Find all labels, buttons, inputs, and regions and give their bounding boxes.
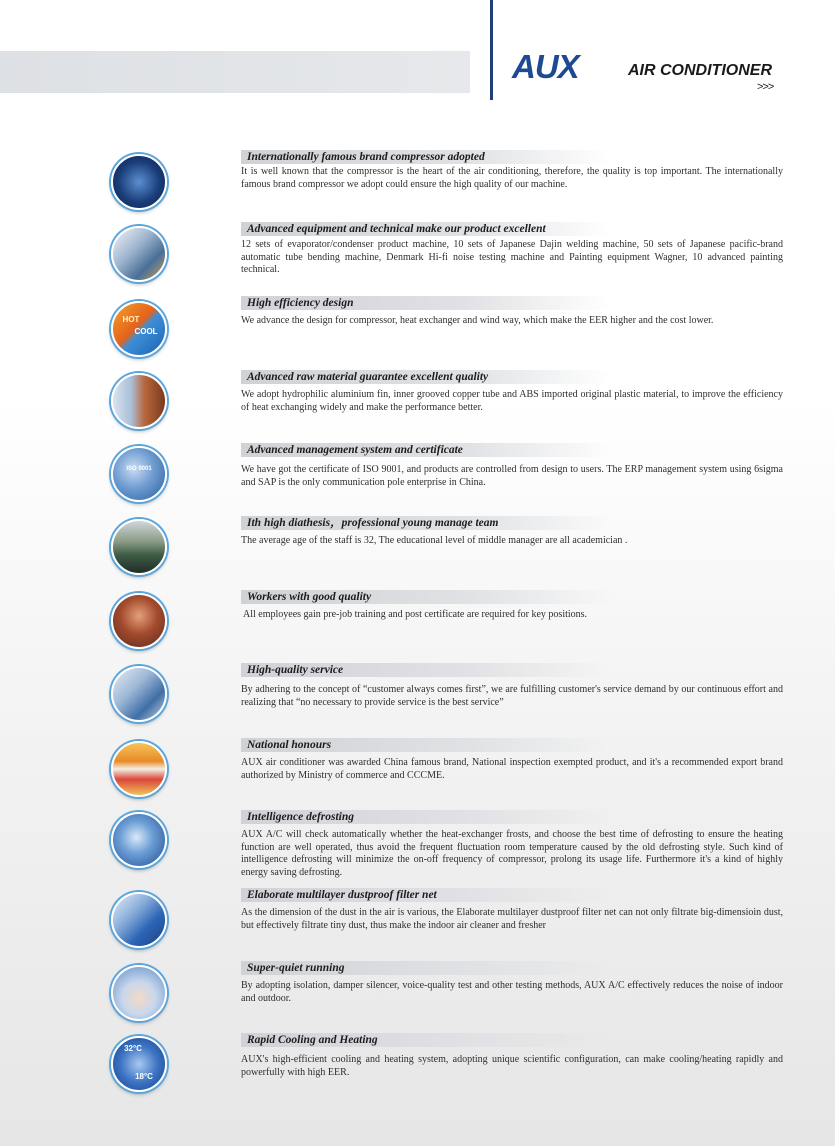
compressor-icon bbox=[111, 154, 167, 210]
feature-desc: All employees gain pre-job training and post certificate are required for key positions. bbox=[243, 609, 588, 620]
factory-equipment-icon bbox=[111, 226, 167, 282]
feature-desc: By adopting isolation, damper silencer, voice-quality test and other testing methods, AUX A/C effectively reduces the noise of indoor and outdoor. bbox=[241, 980, 783, 1004]
hot-cool-icon bbox=[111, 301, 167, 357]
feature-title: Internationally famous brand compressor adopted bbox=[241, 150, 611, 164]
hot-label: HOT bbox=[122, 315, 140, 324]
feature-desc: 12 sets of evaporator/condenser product machine, 10 sets of Japanese Dajin welding machine, 50 sets of Japanese pacific-brand automatic tube bending machine, Denmark Hi-fi noise testing machine and Painting equipment Wagner, 10 advanced painting technical. bbox=[241, 239, 783, 275]
brand-arrows: >>> bbox=[757, 81, 774, 93]
workers-photo-icon bbox=[111, 593, 167, 649]
filter-net-icon bbox=[111, 892, 167, 948]
service-photo-icon bbox=[111, 666, 167, 722]
feature-desc: AUX's high-efficient cooling and heating system, adopting unique scientific configuration, can make cooling/heating rapidly and powerfully with high EER. bbox=[241, 1054, 783, 1078]
temperature-icon bbox=[111, 1036, 167, 1092]
honours-award-icon bbox=[111, 741, 167, 797]
temp-low-label: 18°C bbox=[135, 1072, 153, 1081]
feature-title: Advanced raw material guarantee excellent quality bbox=[241, 370, 611, 384]
team-photo-icon bbox=[111, 519, 167, 575]
feature-desc: It is well known that the compressor is the heart of the air conditioning, therefore, the quality is top important. The internationally famous brand compressor we adopt could ensure the high quality of our machine. bbox=[241, 166, 783, 190]
brand-logo: AUX bbox=[512, 48, 579, 85]
feature-title: Elaborate multilayer dustproof filter net bbox=[241, 888, 611, 902]
brand-subtitle: AIR CONDITIONER bbox=[628, 62, 772, 79]
iso-label: ISO 9001 bbox=[126, 466, 152, 472]
temp-high-label: 32°C bbox=[124, 1044, 142, 1053]
feature-desc: The average age of the staff is 32, The educational level of middle manager are all academician . bbox=[241, 535, 628, 546]
feature-desc: We have got the certificate of ISO 9001, and products are controlled from design to users. The ERP management system using 6sigma and SAP is the only communication pole enterprise in China. bbox=[241, 464, 783, 488]
feature-desc: AUX A/C will check automatically whether the heat-exchanger frosts, and choose the best time of defrosting to ensure the heating function are well operated, thus avoid the frequent fluctuation room temperature caused by the old defrosting style. Such kind of intelligence defrosting will minimize the on-off frequency of compressor, prolong its usage life. Furthermore it's a kind of highly energy saving defrosting. bbox=[241, 829, 783, 878]
feature-desc: As the dimension of the dust in the air is various, the Elaborate multilayer dustproof filter net can not only filtrate big-dimensioin dust, but effectively filtrate tiny dust, thus make the indoor air cleaner and fresher bbox=[241, 907, 783, 931]
feature-title: Rapid Cooling and Heating bbox=[241, 1033, 611, 1047]
feature-title: Super-quiet running bbox=[241, 961, 611, 975]
copper-tube-icon bbox=[111, 373, 167, 429]
certificate-icon bbox=[111, 446, 167, 502]
cool-label: COOL bbox=[134, 327, 158, 336]
feature-title: Ith high diathesis，professional young manage team bbox=[241, 516, 611, 530]
feature-title: Advanced equipment and technical make our product excellent bbox=[241, 222, 611, 236]
header-bar bbox=[0, 51, 470, 93]
feature-desc: By adhering to the concept of “customer always comes first”, we are fulfilling customer's service demand by our continuous effort and realizing that “no necessary to provide service is the best service” bbox=[241, 684, 783, 708]
sleeping-baby-icon bbox=[111, 965, 167, 1021]
feature-title: Intelligence defrosting bbox=[241, 810, 611, 824]
feature-desc: AUX air conditioner was awarded China famous brand, National inspection exempted product, and it's a recommended export brand authorized by Ministry of commerce and CCCME. bbox=[241, 757, 783, 781]
feature-desc: We advance the design for compressor, heat exchanger and wind way, which make the EER higher and the cost lower. bbox=[241, 315, 714, 326]
header-divider bbox=[490, 0, 493, 100]
feature-title: National honours bbox=[241, 738, 611, 752]
feature-title: High-quality service bbox=[241, 663, 611, 677]
feature-title: Workers with good quality bbox=[241, 590, 611, 604]
feature-title: High efficiency design bbox=[241, 296, 611, 310]
feature-title: Advanced management system and certificate bbox=[241, 443, 611, 457]
snowflake-frost-icon bbox=[111, 812, 167, 868]
feature-desc: We adopt hydrophilic aluminium fin, inner grooved copper tube and ABS imported original plastic material, to improve the efficiency of heat exchanging widely and make the performance better. bbox=[241, 389, 783, 413]
